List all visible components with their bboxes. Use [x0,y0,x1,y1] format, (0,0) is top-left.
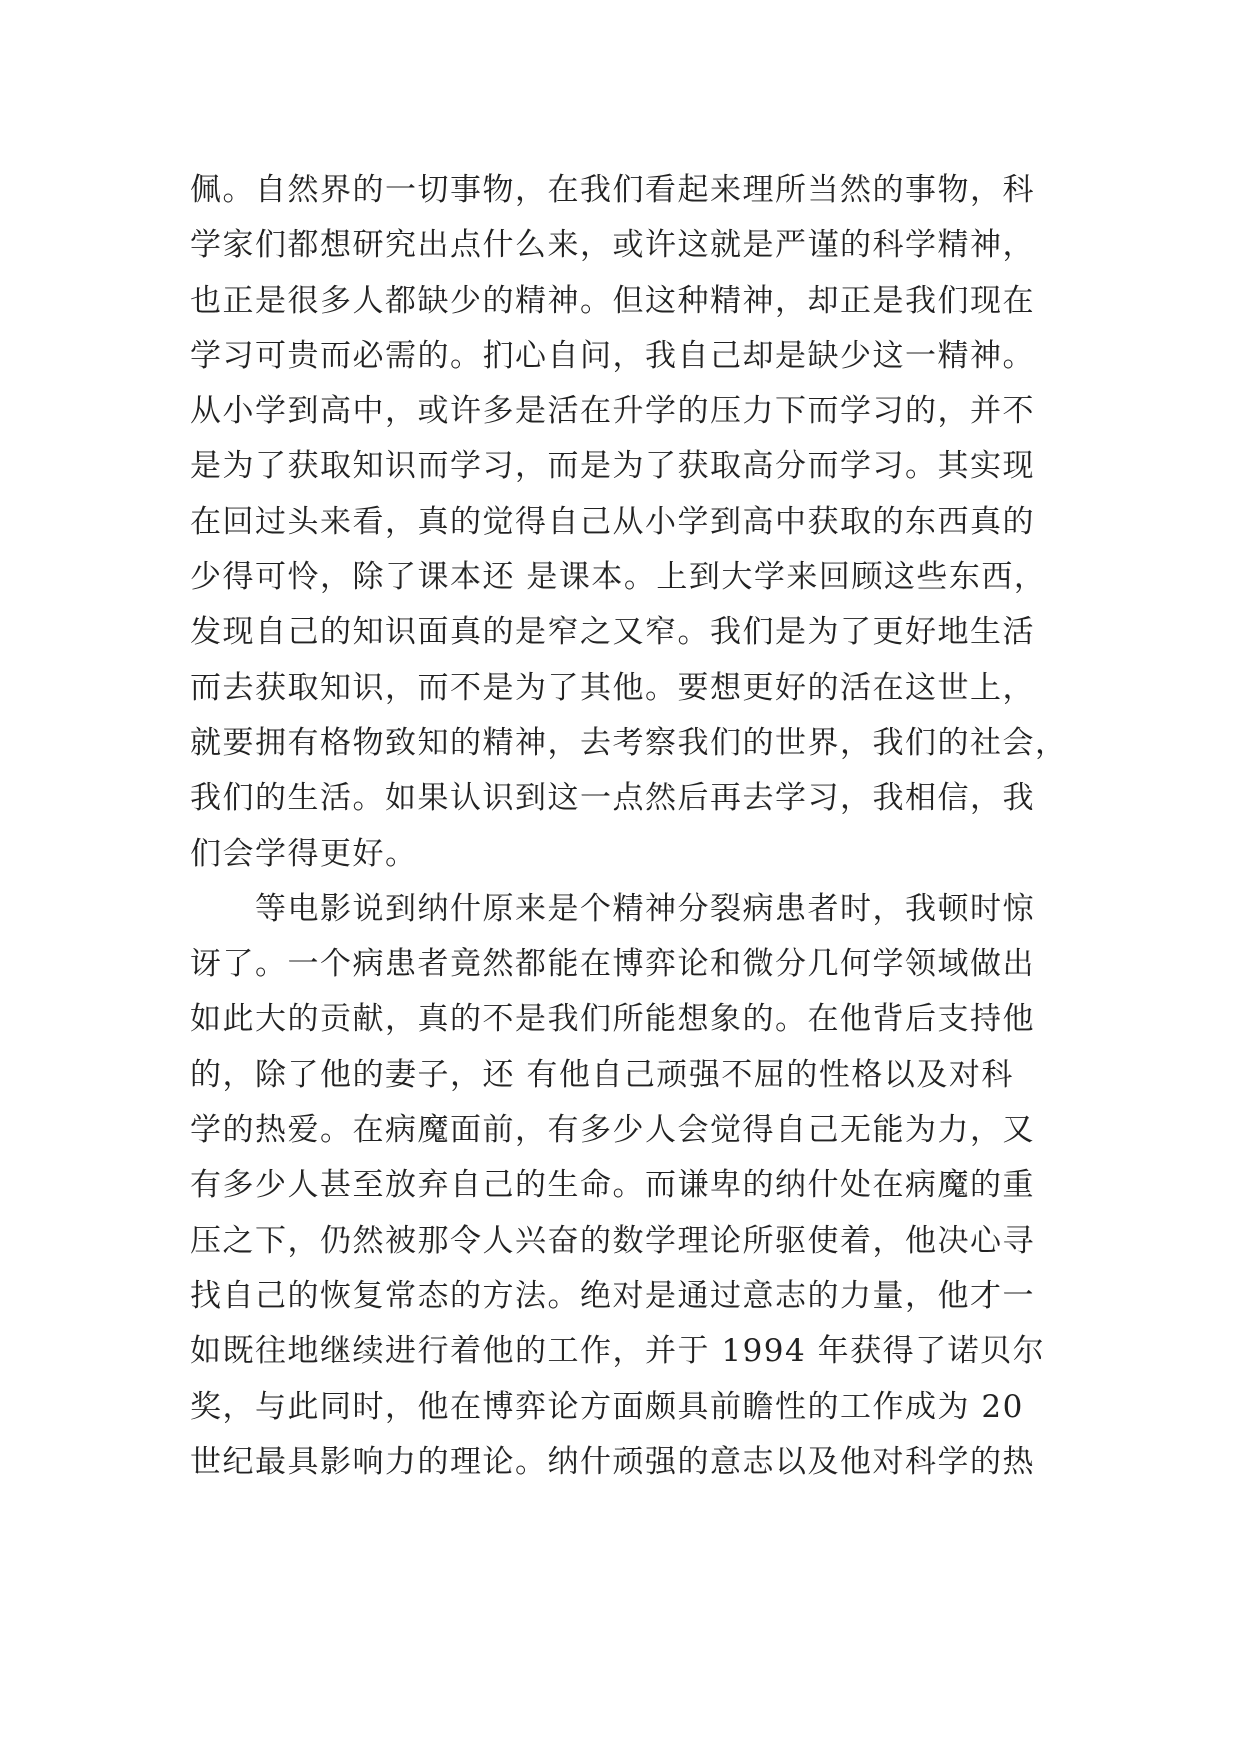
text-line: 有多少人甚至放弃自己的生命。而谦卑的纳什处在病魔的重 [190,1167,1035,1204]
body-text [190,163,1070,1490]
text-line: 在回过头来看，真的觉得自己从小学到高中获取的东西真的 [190,503,1035,540]
text-line: 奖，与此同时，他在博弈论方面颇具前瞻性的工作成为 20 [190,1388,1024,1425]
text-line: 也正是很多人都缺少的精神。但这种精神，却正是我们现在 [190,282,1035,319]
text-line: 压之下，仍然被那令人兴奋的数学理论所驱使着，他决心寻 [190,1222,1035,1259]
text-line: 讶了。一个病患者竟然都能在博弈论和微分几何学领域做出 [190,946,1035,983]
text-line: 世纪最具影响力的理论。纳什顽强的意志以及他对科学的热 [190,1443,1035,1480]
text-line: 找自己的恢复常态的方法。绝对是通过意志的力量，他才一 [190,1277,1035,1314]
text-line: 而去获取知识，而不是为了其他。要想更好的活在这世上， [190,669,1035,706]
text-line: 从小学到高中，或许多是活在升学的压力下而学习的，并不 [190,393,1035,430]
text-line: 我们的生活。如果认识到这一点然后再去学习，我相信，我 [190,780,1035,817]
text-line: 如既往地继续进行着他的工作，并于 1994 年获得了诺贝尔 [190,1333,1046,1370]
text-line: 佩。自然界的一切事物，在我们看起来理所当然的事物，科 [190,172,1035,208]
text-line: 学的热爱。在病魔面前，有多少人会觉得自己无能为力，又 [190,1112,1035,1149]
text-line: 的，除了他的妻子，还 有他自己顽强不屈的性格以及对科 [190,1056,1014,1093]
text-line: 学习可贵而必需的。扪心自问，我自己却是缺少这一精神。 [190,337,1035,374]
text-line: 如此大的贡献，真的不是我们所能想象的。在他背后支持他 [190,1001,1035,1038]
text-line: 就要拥有格物致知的精神，去考察我们的世界，我们的社会， [190,724,1068,761]
text-line: 等电影说到纳什原来是个精神分裂病患者时，我顿时惊 [190,890,1035,927]
text-line: 学家们都想研究出点什么来，或许这就是严谨的科学精神， [190,227,1035,264]
text-line: 是为了获取知识而学习，而是为了获取高分而学习。其实现 [190,448,1035,485]
text-line: 少得可怜，除了课本还 是课本。上到大学来回顾这些东西， [190,559,1047,596]
text-line: 们会学得更好。 [190,835,418,872]
text-line: 发现自己的知识面真的是窄之又窄。我们是为了更好地生活 [190,614,1035,651]
